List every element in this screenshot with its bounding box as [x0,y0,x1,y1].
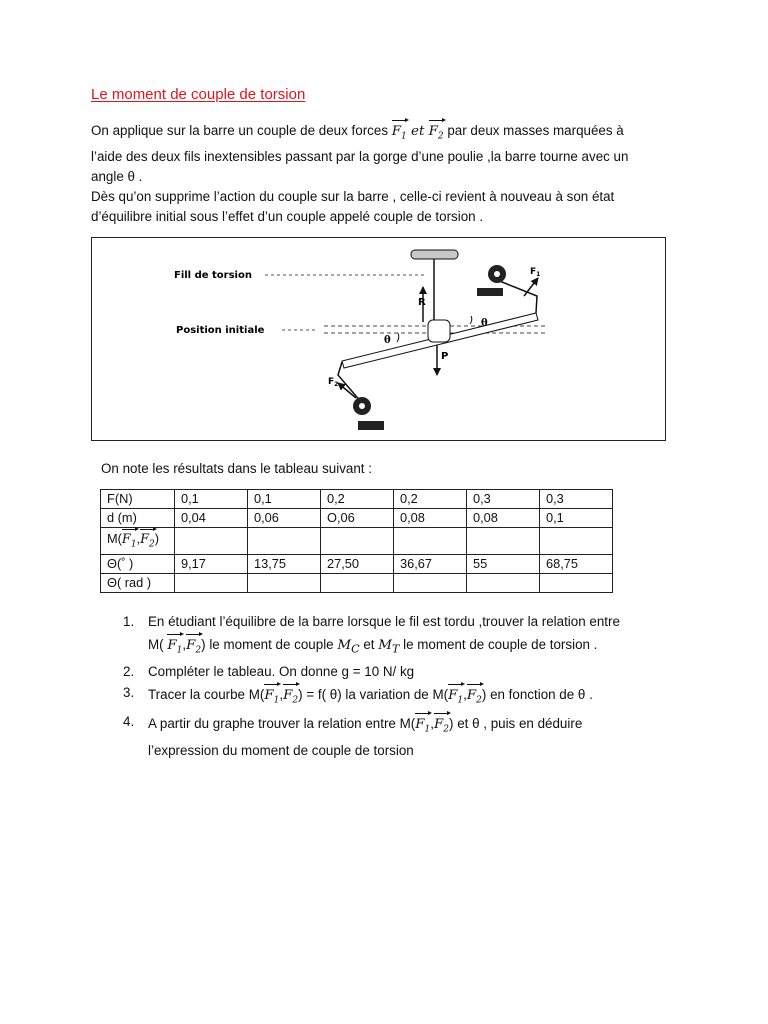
table-cell: 0,1 [175,490,248,509]
question-2 [123,662,668,683]
vector-f1: $F_1$ [167,633,182,661]
torsion-figure [91,237,666,441]
symbol-mt: $M_T$ [378,637,400,656]
mass-right [477,288,503,296]
text-segment: M( [148,636,168,652]
text-segment: angle θ . [91,168,143,184]
bar-center-block [428,320,450,342]
row-header-degrees: Θ(˚ ) [101,554,175,573]
table-cell [321,528,394,555]
text-segment: On applique sur la barre un couple de deux forces [91,123,392,138]
question-number: 3. [123,685,135,701]
table-cell [540,573,613,592]
table-cell: 0,2 [321,490,394,509]
text-segment: et [359,636,379,652]
row-header-moment: $M(F_1,F_2)$ [101,528,175,555]
table-cell: 0,1 [248,490,321,509]
torsion-head [411,250,458,259]
vector-f2: $F_2$ [429,119,444,147]
question-number: 4. [123,714,135,730]
question-number: 2. [123,663,135,679]
row-header-radians: Θ( rad ) [101,573,175,592]
torsion-diagram [92,238,665,440]
label-f1: $F_1$ [530,267,541,278]
table-cell [248,573,321,592]
vector-f1: $F_1$ [448,683,463,711]
table-cell: 36,67 [394,554,467,573]
table-cell [394,573,467,592]
question-1: 1. En étudiant l’équilibre de la barre lorsque le fil est tordu ,trouver la relation entre M( $F_1,F_2$) le moment de couple $M_C$ et $M_T$ le moment de couple de torsion . [123,612,668,661]
label-torsion-wire: Fill de torsion [174,270,252,281]
text-segment: A partir du graphe trouver la relation entre M( [148,716,416,732]
question-4: 4. A partir du graphe trouver la relation entre $M(F_1,F_2)$ et θ , puis en déduire l’expression du moment de couple de torsion [123,714,583,758]
table-cell: 0,1 [540,509,613,528]
table-cell: 0,06 [248,509,321,528]
vector-f2: $F_2$ [467,683,482,711]
text-segment: l’aide des deux fils inextensibles passant par la gorge d’une poulie ,la barre tourne avec un [91,149,629,165]
vector-f1: $F_1$ [415,712,430,740]
label-theta-right: θ [481,318,488,329]
results-table [100,489,613,593]
table-cell [540,528,613,555]
table-cell: 0,2 [394,490,467,509]
pulley-right-axle [494,271,500,277]
table-cell: 0,08 [467,509,540,528]
text-segment: Tracer la courbe M( [148,687,265,703]
angle-arc-right [470,316,472,324]
paragraph-torsion [91,187,671,226]
table-row [101,528,613,555]
table-cell [321,573,394,592]
table-intro: On note les résultats dans le tableau suivant : [101,461,372,476]
table-row [101,509,613,528]
table-cell: 9,17 [175,554,248,573]
text-segment: En étudiant l’équilibre de la barre lorsque le fil est tordu ,trouver la relation entre [148,614,620,629]
table-row [101,573,613,592]
table-cell: 0,3 [540,490,613,509]
table-cell: O,06 [321,509,394,528]
paragraph-intro [91,119,671,186]
text-segment: le moment de couple de torsion . [399,636,598,652]
thread-right [497,280,537,313]
text-segment: par deux masses marquées à [443,123,624,138]
table-cell [248,528,321,555]
table-cell: 0,08 [394,509,467,528]
table-row [101,490,613,509]
vector-f1: $F_1$ [264,683,279,711]
mass-left [358,421,384,430]
table-cell: 27,50 [321,554,394,573]
text-segment: l’expression du moment de couple de torsion [148,742,414,758]
vector-f2: $F_2$ [434,712,449,740]
text-segment: ) en fonction de θ . [481,687,593,703]
vector-f2: $F_2$ [186,633,201,661]
label-initial-position: Position initiale [176,325,265,336]
table-cell: 68,75 [540,554,613,573]
page-title: Le moment de couple de torsion [91,86,306,103]
label-p: P [441,351,449,362]
text-connector: et [406,124,429,139]
table-cell [394,528,467,555]
table-cell [175,528,248,555]
question-number: 1. [123,614,135,629]
table-cell [175,573,248,592]
angle-arc-left [397,333,399,342]
table-cell [467,573,540,592]
text-segment: Dès qu’on supprime l’action du couple sur la barre , celle-ci revient à nouveau à son état [91,189,615,204]
table-cell: 13,75 [248,554,321,573]
questions-list [123,612,668,762]
symbol-mc: $M_C$ [337,637,360,656]
table-cell: 55 [467,554,540,573]
label-f2: $F_2$ [328,377,339,388]
text-segment: ) = f( θ) la variation de M( [298,687,449,703]
label-r: R [418,297,426,308]
table-cell: 0,04 [175,509,248,528]
vector-f2: $F_2$ [283,683,298,711]
thread-left [338,362,362,403]
text-segment: ) le moment de couple [201,636,338,652]
label-theta-left: θ [384,335,391,346]
text-segment: ) et θ , puis en déduire [449,716,583,732]
table-cell: 0,3 [467,490,540,509]
row-header-force: F(N) [101,490,175,509]
table-cell [467,528,540,555]
text-segment: d’équilibre initial sous l’effet d’un couple appelé couple de torsion . [91,208,484,224]
text-segment: Compléter le tableau. On donne g = 10 N/ kg [148,663,415,679]
question-3: 3. Tracer la courbe $M(F_1,F_2) = f$( θ) la variation de $M(F_1,F_2)$ en fonction de θ . [123,683,668,711]
row-header-distance: d (m) [101,509,175,528]
table-row [101,554,613,573]
vector-f1: $F_1$ [392,119,407,147]
pulley-left-axle [359,403,365,409]
